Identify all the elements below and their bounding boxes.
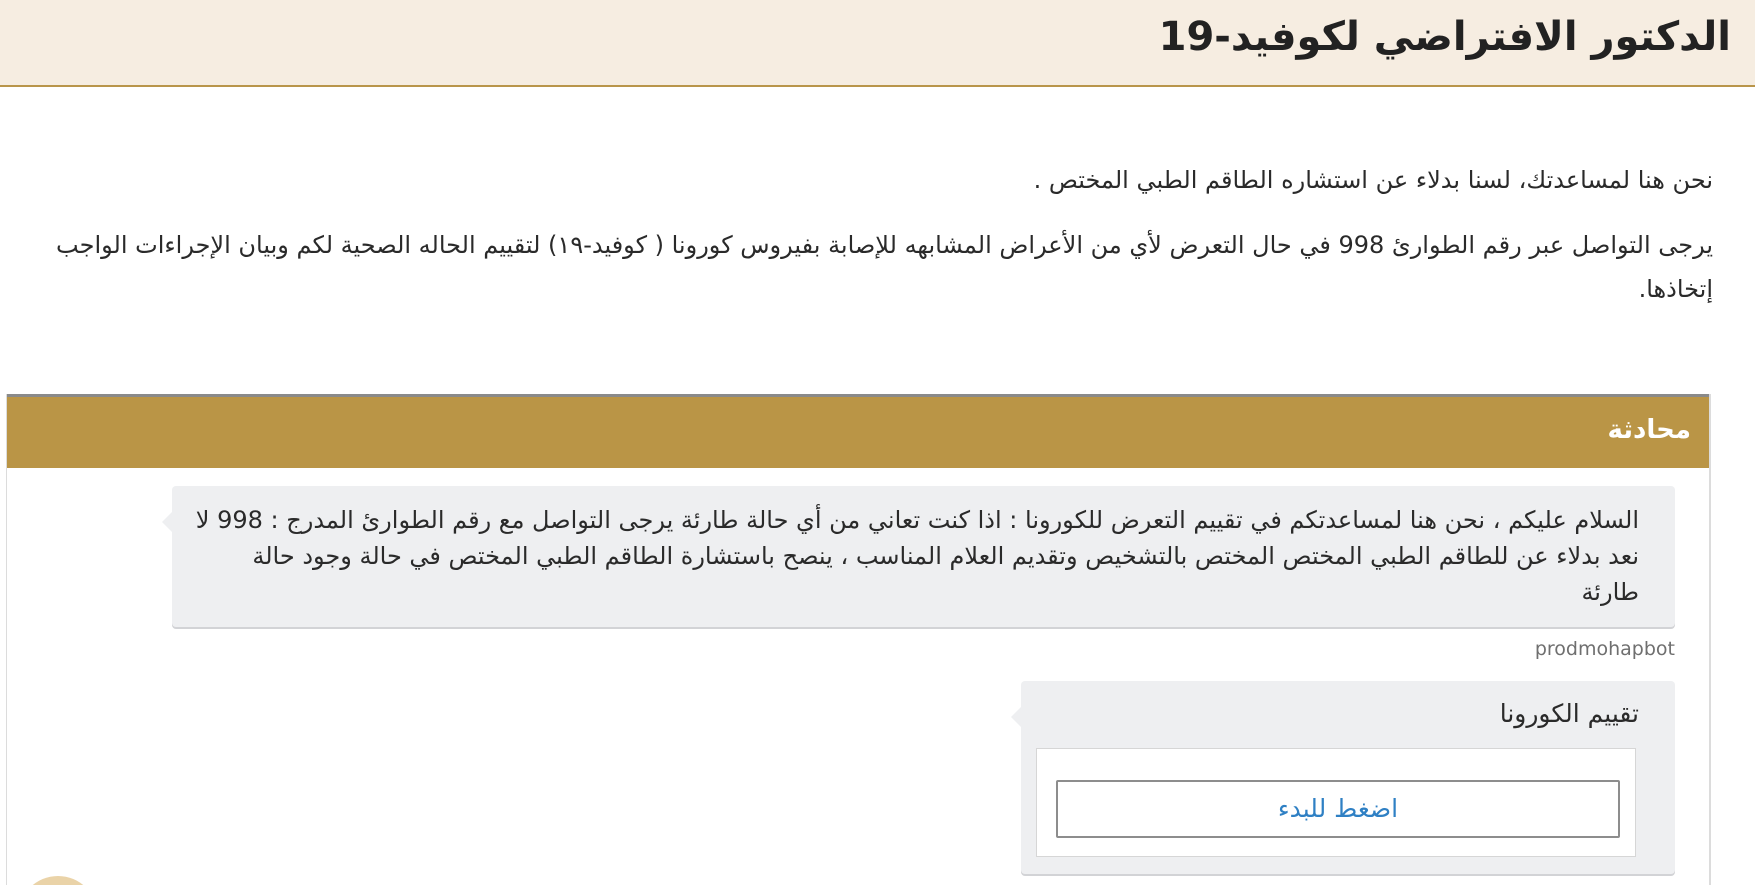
- assessment-card-title: تقييم الكورونا: [1499, 699, 1639, 728]
- intro-disclaimer: نحن هنا لمساعدتك، لسنا بدلاء عن استشاره الطاقم الطبي المختص .: [1033, 166, 1713, 194]
- intro-emergency-note: يرجى التواصل عبر رقم الطوارئ 998 في حال التعرض لأي من الأعراض المشابهه للإصابة بفيروس كورونا ( كوفيد-١٩) لتقييم الحاله الصحية لكم وبيان الإجراءات الواجب إتخاذها.: [56, 231, 1713, 303]
- assessment-card-actions: [1036, 748, 1636, 857]
- bot-sender-name: prodmohapbot: [1534, 638, 1675, 660]
- assessment-card-bubble: [1021, 681, 1675, 874]
- chat-header: [7, 394, 1709, 468]
- intro-section: [53, 158, 1713, 311]
- page-header: [0, 0, 1755, 87]
- page-title: الدكتور الافتراضي لكوفيد-19: [1158, 14, 1731, 60]
- chat-title: محادثة: [1607, 415, 1691, 445]
- chat-panel: [6, 394, 1711, 885]
- start-button[interactable]: اضغط للبدء: [1056, 780, 1620, 838]
- bot-message-text: السلام عليكم ، نحن هنا لمساعدتكم في تقييم التعرض للكورونا : اذا كنت تعاني من أي حالة طارئة يرجى التواصل مع رقم الطوارئ المدرج : 998 لا نعد بدلاء عن للطاقم الطبي المختص المختص بالتشخيص وتقديم العلام المناسب ، ينصح باستشارة الطاقم الطبي المختص في حالة وجود حالة طارئة: [195, 506, 1639, 606]
- bot-message-bubble: [172, 486, 1675, 627]
